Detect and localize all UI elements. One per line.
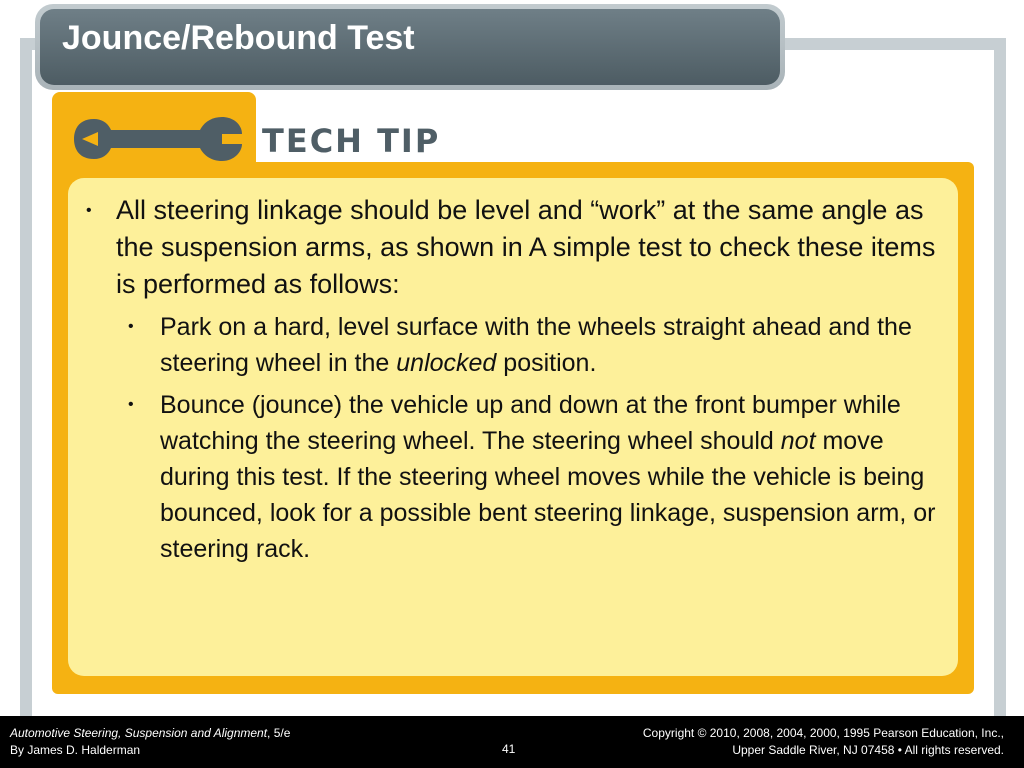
title-bar-inner — [40, 9, 780, 85]
slide-title: Jounce/Rebound Test — [62, 18, 415, 57]
tech-tip-content — [68, 178, 958, 676]
emphasis-not: not — [780, 427, 816, 455]
bullet-marker: • — [128, 318, 134, 335]
sub-bullet-text: Park on a hard, level surface with the wheels straight ahead and the steering wheel in the — [160, 313, 912, 377]
sub-bullet-bounce — [84, 387, 938, 567]
copyright-line-1: Copyright © 2010, 2008, 2004, 2000, 1995 Pearson Education, Inc., — [642, 726, 1004, 740]
book-author: By James D. Halderman — [10, 743, 141, 757]
wrench-icon — [72, 116, 244, 162]
title-bar — [35, 4, 785, 90]
book-title: Automotive Steering, Suspension and Alignment — [10, 726, 268, 740]
main-bullet-text: All steering linkage should be level and “work” at the same angle as the suspension arms, as shown in A simple test to check these items is performed as follows: — [116, 195, 936, 299]
sub-bullet-text: Bounce (jounce) the vehicle up and down at the front bumper while watching the steering wheel. The steering wheel should — [160, 391, 901, 455]
slide-footer — [0, 716, 1024, 768]
bullet-marker: • — [86, 202, 92, 219]
book-edition: , 5/e — [267, 726, 291, 740]
sub-bullet-text-end: move during this test. If the steering wheel moves while the vehicle is being bounced, look for a possible bent steering linkage, suspension arm, or steering rack. — [160, 427, 936, 563]
main-bullet — [84, 192, 938, 303]
sub-bullet-text-end: position. — [496, 349, 597, 377]
bullet-marker: • — [128, 396, 134, 413]
footer-book-info — [10, 725, 290, 759]
tech-tip-label: TECH TIP — [262, 122, 441, 160]
sub-bullet-park — [84, 309, 938, 381]
emphasis-unlocked: unlocked — [396, 349, 497, 377]
page-number: 41 — [502, 742, 516, 756]
copyright-line-2: Upper Saddle River, NJ 07458 • All rights reserved. — [732, 743, 1004, 757]
footer-copyright — [643, 725, 1004, 759]
